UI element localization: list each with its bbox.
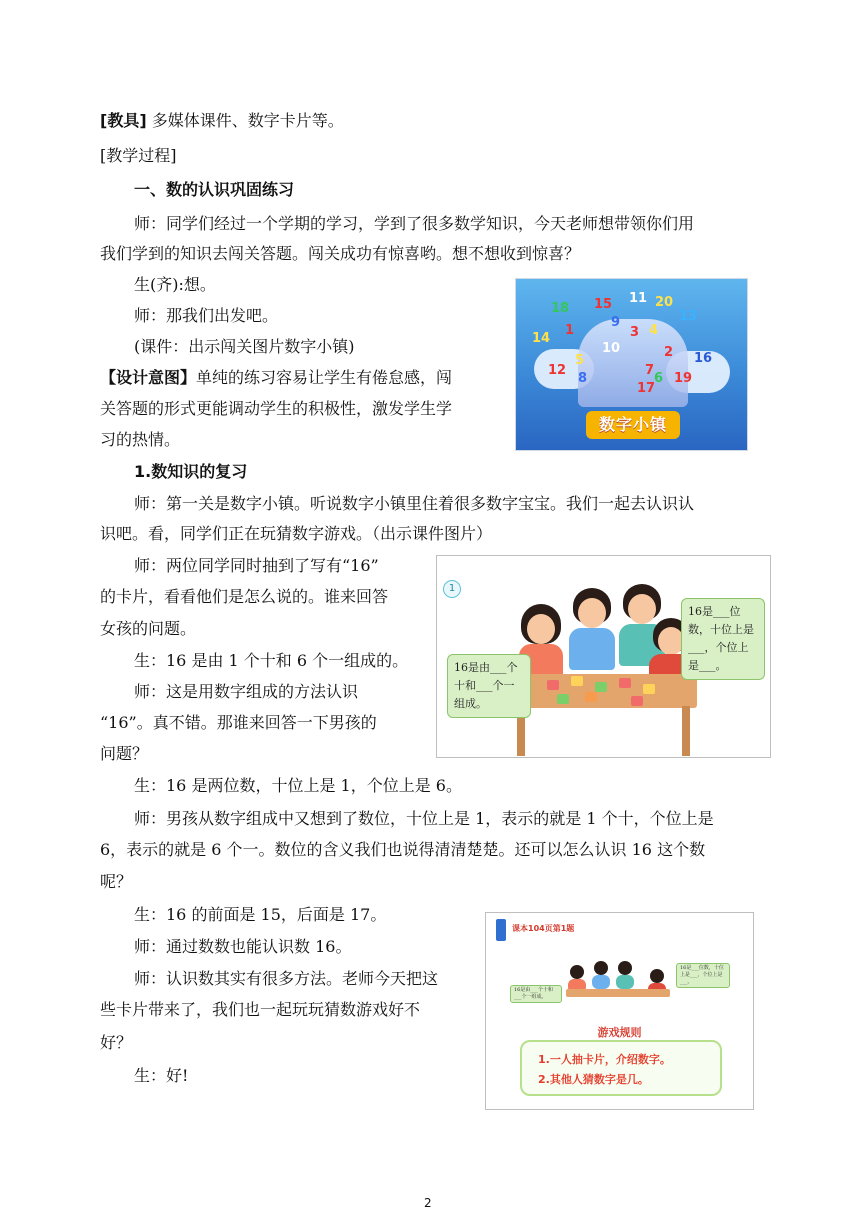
- paragraph-line: 好？: [100, 1033, 133, 1052]
- paragraph-line: 问题？: [100, 744, 149, 763]
- town-number: 14: [532, 331, 551, 346]
- town-number: 13: [679, 309, 698, 324]
- town-number: 5: [575, 353, 585, 368]
- boy-speech-bubble: 16是___位数，十位上是___，个位上是___。: [681, 598, 765, 680]
- design-intent-text: 单纯的练习容易让学生有倦怠感，闯: [196, 368, 453, 387]
- section-heading: 一、数的认识巩固练习: [134, 180, 295, 199]
- paragraph-line: 师：通过数数也能认识数 16。: [134, 937, 352, 956]
- paragraph-line: 我们学到的知识去闯关答题。闯关成功有惊喜哟。想不想收到惊喜？: [100, 244, 581, 263]
- town-number: 6: [654, 371, 664, 386]
- paragraph-line: 师：那我们出发吧。: [134, 306, 279, 325]
- town-number: 16: [694, 351, 713, 366]
- paragraph-line: 生：16 是由 1 个十和 6 个一组成的。: [134, 651, 409, 670]
- town-number: 15: [594, 297, 613, 312]
- paragraph-line: 6，表示的就是 6 个一。数位的含义我们也说得清清楚楚。还可以怎么认识 16 这个数: [100, 840, 706, 859]
- page-number: 2: [424, 1196, 432, 1210]
- town-number: 12: [548, 363, 567, 378]
- town-number: 2: [664, 345, 674, 360]
- subsection-heading: 1.数知识的复习: [134, 462, 248, 481]
- paragraph-line: 师：认识数其实有很多方法。老师今天把这: [134, 969, 439, 988]
- paragraph-line: 生：16 的前面是 15，后面是 17。: [134, 905, 387, 924]
- design-intent-label: 【设计意图】: [100, 368, 197, 387]
- girl-speech-bubble: 16是由___个十和___个一组成。: [447, 654, 531, 718]
- town-number: 18: [551, 301, 570, 316]
- town-number: 10: [602, 341, 621, 356]
- paragraph-line: 女孩的问题。: [100, 619, 197, 638]
- paragraph-line: 习的热情。: [100, 430, 181, 449]
- problem-number-badge: 1: [443, 580, 461, 598]
- town-number: 4: [649, 323, 659, 338]
- paragraph-line: 关答题的形式更能调动学生的积极性，激发学生学: [100, 399, 453, 418]
- paragraph-line: 师：两位同学同时抽到了写有“16”: [134, 556, 379, 575]
- paragraph-line: 师：第一关是数字小镇。听说数字小镇里住着很多数字宝宝。我们一起去认识认: [134, 494, 695, 513]
- town-number: 7: [645, 363, 655, 378]
- paragraph-line: 呢？: [100, 872, 133, 891]
- town-number: 1: [565, 323, 575, 338]
- rule-item: 2.其他人猜数字是几。: [538, 1073, 649, 1086]
- town-number: 19: [674, 371, 693, 386]
- rules-box: [520, 1040, 722, 1096]
- rule-item: 1.一人抽卡片，介绍数字。: [538, 1053, 671, 1066]
- mini-kids-illustration: [566, 965, 676, 999]
- paragraph-line: 生(齐):想。: [134, 275, 216, 294]
- kids-card-game-image: [436, 555, 771, 758]
- design-intent-line: [100, 368, 452, 388]
- mini-boy-bubble: 16是___位数，十位上是___，个位上是___。: [676, 963, 730, 988]
- paragraph-line: 些卡片带来了，我们也一起玩玩猜数游戏好不: [100, 1000, 421, 1019]
- tools-text: 多媒体课件、数字卡片等。: [151, 111, 344, 130]
- paragraph-line: 识吧。看，同学们正在玩猜数字游戏。（出示课件图片）: [100, 524, 493, 543]
- town-number: 11: [629, 291, 648, 306]
- paragraph-line: (课件：出示闯关图片数字小镇): [134, 337, 355, 356]
- paragraph-line: 师：同学们经过一个学期的学习，学到了很多数学知识，今天老师想带领你们用: [134, 214, 695, 233]
- paragraph-line: 生：16 是两位数，十位上是 1，个位上是 6。: [134, 776, 462, 795]
- town-number: 8: [578, 371, 588, 386]
- town-number: 3: [630, 325, 640, 340]
- tools-label: [教具]: [100, 111, 147, 130]
- town-banner: 数字小镇: [586, 411, 680, 439]
- paragraph-line: “16”。真不错。那谁来回答一下男孩的: [100, 713, 377, 732]
- mini-girl-bubble: 16是由___个十和___个一组成。: [510, 985, 562, 1003]
- paragraph-line: 生：好!: [134, 1066, 189, 1085]
- paragraph-line: 的卡片，看看他们是怎么说的。谁来回答: [100, 587, 389, 606]
- pencil-icon: [496, 919, 506, 941]
- digital-town-image: [515, 278, 748, 451]
- town-number: 17: [637, 381, 656, 396]
- tools-line: [100, 111, 344, 131]
- paragraph-line: 师：男孩从数字组成中又想到了数位，十位上是 1，表示的就是 1 个十，个位上是: [134, 809, 714, 828]
- game-rules-image: [485, 912, 754, 1110]
- game-rules-title: 游戏规则: [597, 1026, 642, 1039]
- paragraph-line: 师：这是用数字组成的方法认识: [134, 682, 359, 701]
- process-heading: [教学过程]: [100, 146, 177, 165]
- slide-header: 课本104页第1题: [512, 924, 575, 933]
- town-number: 20: [655, 295, 674, 310]
- town-number: 9: [611, 315, 621, 330]
